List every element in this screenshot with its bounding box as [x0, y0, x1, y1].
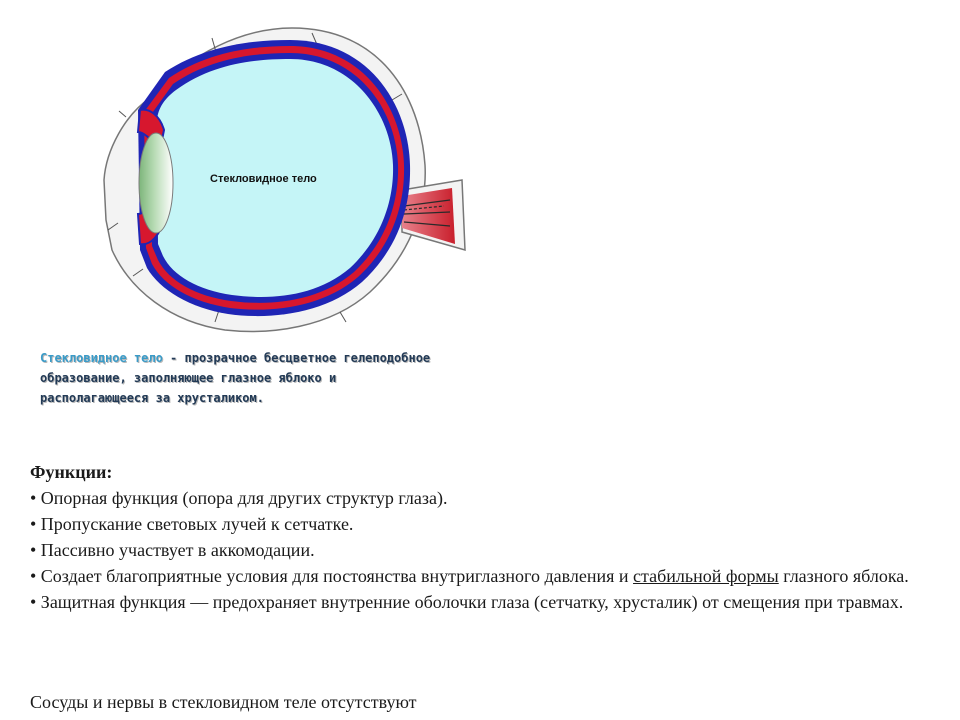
- function-item-pressure-start: • Создает благоприятные условия для постоянства внутриглазного давления и: [30, 566, 634, 586]
- caption-line-3: располагающееся за хрусталиком.: [40, 391, 264, 405]
- stable-form-link[interactable]: стабильной формы: [633, 566, 779, 586]
- functions-heading: Функции:: [30, 462, 113, 482]
- function-item-protective: • Защитная функция — предохраняет внутренние оболочки глаза (сетчатку, хрусталик) от смещения при травмах.: [30, 592, 904, 612]
- vitreous-body-label: Стекловидное тело: [210, 173, 317, 185]
- optic-nerve: [402, 180, 465, 250]
- function-item-accommodation: • Пассивно участвует в аккомодации.: [30, 540, 315, 560]
- caption-line-1: [40, 348, 560, 368]
- functions-list: [30, 459, 940, 615]
- caption-term: Стекловидное тело: [40, 351, 163, 365]
- function-item-pressure: [30, 563, 940, 589]
- lens: [139, 133, 173, 233]
- caption-line-2: образование, заполняющее глазное яблоко и: [40, 371, 337, 385]
- caption-line-1-rest: - прозрачное бесцветное гелеподобное: [162, 351, 431, 365]
- function-item-light-transmission: • Пропускание световых лучей к сетчатке.: [30, 514, 354, 534]
- function-item-pressure-end: глазного яблока.: [778, 566, 909, 586]
- function-item-support: • Опорная функция (опора для других структур глаза).: [30, 488, 448, 508]
- footer-note: Сосуды и нервы в стекловидном теле отсутствуют: [30, 692, 417, 712]
- vitreous-definition-caption: [40, 348, 560, 408]
